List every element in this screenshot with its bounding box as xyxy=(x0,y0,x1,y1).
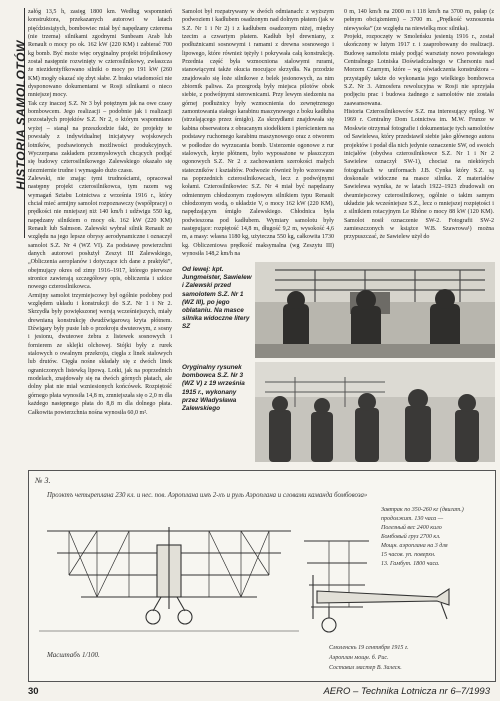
drawing-caption: Oryginalny rysunek bombowca S.Z. Nr 3 (WZ V) z 19 września 1915 r., wykonany przez Władysława Zalewskiego xyxy=(182,364,247,413)
photo-men-with-aircraft xyxy=(255,262,495,358)
drawing-signature-block xyxy=(328,644,409,671)
article-column-2: Samolot był rozpatrywany w dwóch odmianach: z wyższym podwoziem i kadłubem osadzonym nad dolnym płatem (jak w S.Z. Nr 1 i Nr 2) i z kadłubem osadzonym niżej, między tzecim a czwartym płatem. Kadłub był drewniany, z podłużnicami sosnowymi i ramami z drewna sosnowego i lipowego, które również tężyły i pokrywała całą konstrukcję. Przednia część była wzmocniona stalowymi rurami, stanowiącymi także okucia mocujące skrzydła. Na przodzie znajdowało się łoże silnikowe z belek jesionowych, za nim zbiornik paliwa. Za przegrodą były miejsca pilotów obok siebie, z podwójnymi sterownicami. Przy lewym siedzeniu na górnej podłużnicy były wzmocnienia do zewnętrznego zamontowania stałego karabinu maszynowego z boku kadłuba (strzelającego przez śmigło). Za skrzydłami znajdowała się kabina obserwatora z obracanym siodełkiem i pierścieniem na podstawy ruchomego karabinu maszynowego oraz z otworem w podłodze do wyrzucania bomb. Usterzenie ogonowe z rur stalowych, kryte płótnem, było wyposażone w płaszczyzn ogonowych S.Z. Nr 2 z zachowaniem szerokości małych stateczników i kształtów. Podwozie również było wzorowane na poprzednich czterosilnikowcach, lecz z podwójnymi kołami. Czterosilnikowiec S.Z. Nr 4 miał być napędzany odmiennym chłodzonym rzędowym silnikiem typu Renault chłodzonym wodą, o układzie V, o mocy 162 kW (220 KM), napędzającym śmigło Zalewskiego. Chłodnica była podwieszona pod kadłubem. Wymiary samolotu były następujące: rozpiętość 14,8 m, długość 9,2 m, wysokość 4,6 m, a masy: własna 1180 kg, użyteczna 550 kg, całkowita 1730 kg. Obliczeniowa prędkość maksymalna (wg Zeszytu III) wynosiła 148,2 km/h na xyxy=(182,9,336,257)
drawing-sheet-number: № 3. xyxy=(35,476,51,485)
drawing-spec-line: Бомбовый груз 2700 кл. xyxy=(381,534,441,540)
article-column-3: 0 m, 140 km/h na 2000 m i 118 km/h na 3700 m, pułap (z pełnym obciążeniem) – 3700 m. „Prędkość wznoszenia niewysoka” (ze względu na niewielką moc silnika). Projekt, rozpoczęty w Smoleńsku jesienią 1916 r., został ukończony w lutym 1917 r. i zaaprobowany do realizacji. Budowę samolotu miały podjąć warsztaty nowo powstałego Centralnego Lotniska Doświadczalnego w Chersoniu nad Morzem Czarnym, które – wg oświadczenia konstruktora – przystąpiły także do wykonania jego wielkiego bombowca S.Z. Nr 3. Atmosfera rewolucyjna w Rosji nie sprzyjała podjęciu prac i budowa żadnego z samolotów nie została zaawansowana. Historia Czterosilnikowców S.Z. ma interesujący epilog. W 1969 r. Centralny Dom Lotnictwa im. M.W. Frunze w Moskwie otrzymał fotografie i dokumentacje tych samolotów od Sawielewa, który przedstawił siebie jako głównego autora projektów i podał dla nich jedynie oznaczenie SW, od swoich inicjałów (obydwa czterosilnikowce S.Z. Nr 1 i Nr 2 Sawielew oznaczył SW-1), chociaż na niektórych fotografiach w uniformach J.B. Cynka który S.Z. są doskonale widoczne na masce silnika. Z materiałów Sawielewa wynika, że w latach 1922–1923 zbudowali on dwumiejscowy czterosilnikowy, ogólnie o takim samym układzie jak wcześniejsze S.Z., lecz o mniejszej rozpiętości i z silnikiem rotacyjnym Le Rhône o mocy 88 kW (120 KM). Samolot nosił oznaczenie SW-2. Fotografii SW-2 zamieszczonych w książce W.B. Szawrowa¹) można przypuszczać, że Sawielew użył do xyxy=(344,9,494,241)
drawing-signature-line: Смоленскъ 19 сентября 1915 г. xyxy=(329,645,409,651)
drawing-spec-line: Полезный вес 2400 кило xyxy=(381,525,442,531)
drawing-signature-line: Аэроплан мощн. б. Рис. xyxy=(329,655,389,661)
drawing-spec-line: продолжит. 130 часа — xyxy=(381,516,444,522)
journal-title: AERO – Technika Lotnicza nr 6–7/1993 xyxy=(323,686,490,697)
article-column-1: załóg 13,5 h, zasięg 1800 km. Według wspomnień konstruktora, przekazanych autorowi w latach pięćdziesiątych, bombowiec miał być napędzany czterema (nie trzema) silnikami zgodnymi Sunbeam Arab lub Renault o mocy po ok. 162 kW (220 KM) i zabierać 700 kg bomb. Być może więc oryginalny projekt trójsilnikowy został następnie rozwinięty w czterosilnikowy, zwłaszcza że niezidentyfikowano silniki o mocy po 191 kW (260 KM) mogły okazać się zbyt słabe. Z braku wiadomości nie dysponowano dokumentami w Rosji silnikami o nieco mniejszej mocy. Tak czy inaczej S.Z. Nr 3 był potężnym jak na owe czasy bombowcem. Jego realizacji – podobnie jak i realizacji pozostałych projektów S.Z. Nr 2, o którym wspomniano wyżej – stanął na przeszkodzie fakt, że projekty te powstały z indywidualnej inicjatywy wojskowych lotników, pozbawionych możliwości produkcyjnych. Wyczerpana zakładem przemysłowych chcących podjąć się budowy czterosilnikowego Zalewskiego okazało się niezmiernie trudne i wymagało dużo czasu. Zalewski, nie znając tymi trudnościami, opracował następny projekt czterosilnikowca, tym razem wg wymagań Sztabu Lotnictwa z września 1916 r., który chciał mieć armijny samolot rozpoznawczy (współpracy) o prędkości nie mniejszej niż 140 km/h i udźwigu 550 kg, napędzany silnikiem o mocy ok. 162 kW (220 KM) Renault lub Salmson. Zalewski wybrał silnik Renault ze względu na jego lepsze obrysy aerodynamiczne i oznaczył samolot S.Z. Nr 4 (WZ VI). Za podstawę powierzchni danych autorowi posłużył Zeszyt III Zalewskiego, „Obliczenia aeroplanów i dotyczące ich dane z praktyki”, obejmujący okres od zimy 1916–1917, którego pierwsze stronice zawierają szczegółowy opis, obliczenia i szkice nowego czterosilnikowca. Armijny samolot trzymiejscowy był ogólnie podobny pod względem układu i konstrukcji do S.Z. Nr 1 i Nr 2. Skrzydła były powiększonej wersją wcześniejszych, miały drewnianą konstrukcję dwudźwigarową kryta płótnem. Dźwigary były puste lub o przekroju dwuteowym, z sosny i jesionu, dwuteowe żebra z listewek sosnowych i fornierem ze sklejki olchowej. Stójki były z rurek stalowych o owalnym przekroju, cięgła z linek stalowych lub drutów. Cięgła nośne składały się z dwóch linek ograniczonych listewką lipową. Lotki, jak na poprzednich modelach, znajdowały się na dwóch górnych płatach, ale dolny płat nie miał wzniesionych końcówek. Rozpiętość górnego płata wynosiła 14,8 m, zmniejszała się o 2,0 m dla każdego następnego płata do 8,8 m dla dolnego płata. Całkowita powierzchnia nośna wynosiła 60,0 m². xyxy=(28,9,172,416)
section-label: HISTORIA SAMOLOTÓW xyxy=(14,40,28,190)
drawing-signature-line: Составил мастер В. Залеск. xyxy=(329,665,402,671)
drawing-illustration xyxy=(29,471,495,681)
drawing-title: Проэктъ четыреплана 230 кл. и нес. пов. Аэроплана имъ 2-хъ и руль Аэроплана и словами каманда бомбовоза» xyxy=(47,492,368,499)
technical-drawing xyxy=(28,470,496,682)
photo-soldiers-at-aircraft xyxy=(255,362,495,462)
photo-illustration xyxy=(255,262,495,358)
drawing-spec-line: 13. Гамбут. 1800 часа. xyxy=(381,561,440,567)
drawing-spec-block xyxy=(380,506,464,567)
drawing-spec-line: 15 часов. уп. поверхн. xyxy=(381,552,436,558)
drawing-scale: Масштабъ 1/100. xyxy=(47,651,100,659)
drawing-spec-line: Мощн. аэроплана на 3 для xyxy=(381,543,448,549)
photo-caption-1: Od lewej: kpt. Jungmeister, Sawielew i Zalewski przed samolotem S.Z. Nr 1 (WZ III), po jego oblataniu. Na masce silnika widoczne litery SZ xyxy=(182,266,254,331)
photo-illustration-2 xyxy=(255,362,495,462)
page-number: 30 xyxy=(28,686,39,697)
front-view xyxy=(39,527,299,631)
page-footer xyxy=(0,684,500,701)
drawing-spec-line: Завтрак по 350-260 кг (двигат.) xyxy=(381,507,464,513)
section-sidebar xyxy=(6,8,28,238)
